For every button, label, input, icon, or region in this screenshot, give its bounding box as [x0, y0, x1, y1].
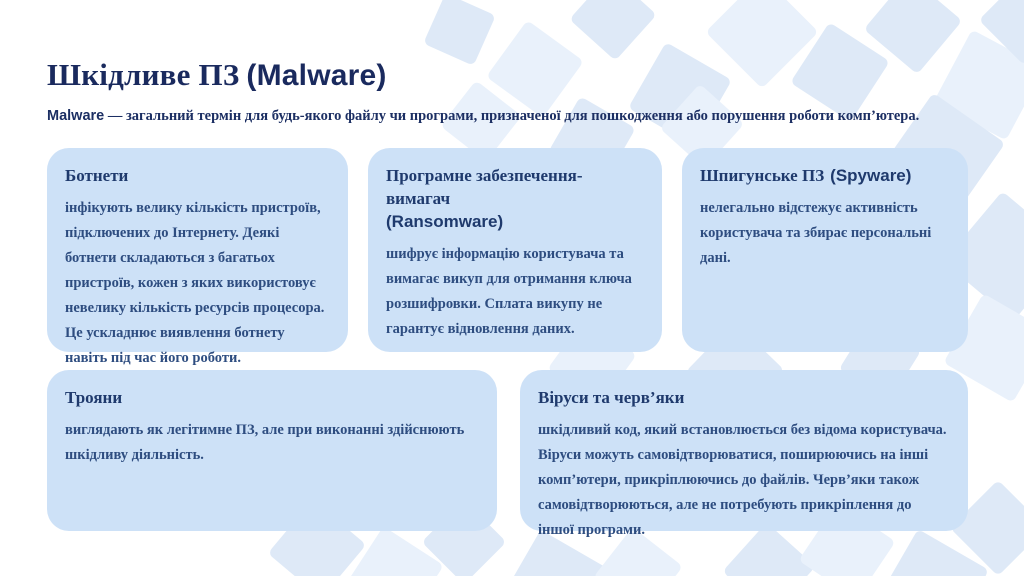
card-title — [65, 386, 479, 409]
card-title — [65, 164, 330, 187]
card-body: виглядають як легітимне ПЗ, але при виконанні здійснюють шкідливу діяльність. — [65, 422, 465, 463]
card-botnets — [47, 148, 348, 366]
card-title — [386, 164, 644, 233]
card-body: нелегально відстежує активність користувача та збирає персональні дані. — [700, 200, 932, 266]
card-title — [700, 164, 950, 187]
card-title — [538, 386, 950, 409]
card-title-latin: (Ransomware) — [386, 212, 504, 231]
subtitle-text: — загальний термін для будь-якого файлу чи програми, призначеної для пошкодження або порушення роботи комп’ютера. — [104, 108, 920, 124]
card-title-text: Віруси та черв’яки — [538, 388, 685, 407]
card-title-text: Ботнети — [65, 166, 129, 185]
page-title — [47, 57, 387, 93]
card-title-text: Програмне забезпечення-вимагач — [386, 166, 583, 208]
card-body: шкідливий код, який встановлюється без відома користувача. Віруси можуть самовідтворюватися, поширюючись на інші комп’ютери, прикріплюючись до файлів. Черв’яки також самовідтворюються, але не потребують прикріплення до іншої програми. — [538, 422, 947, 538]
card-body: інфікують велику кількість пристроїв, підключених до Інтернету. Деякі ботнети складаються з багатьох пристроїв, кожен з яких використовує невелику кількість ресурсів процесора. Це ускладнює виявлення ботнету навіть під час його роботи. — [65, 200, 325, 366]
bg-tile — [569, 0, 657, 61]
subtitle-term: Malware — [47, 108, 105, 124]
card-trojans — [47, 370, 497, 531]
card-spyware — [682, 148, 968, 352]
card-viruses-worms — [520, 370, 968, 538]
bg-tile — [423, 0, 496, 66]
card-title-latin: (Spyware) — [830, 166, 912, 185]
card-ransomware — [368, 148, 662, 352]
page-subtitle — [47, 108, 919, 125]
card-title-text: Трояни — [65, 388, 123, 407]
page-title-cyrillic: Шкідливе ПЗ — [47, 56, 240, 92]
card-body: шифрує інформацію користувача та вимагає викуп для отримання ключа розшифровки. Сплата викупу не гарантує відновлення даних. — [386, 246, 632, 337]
page-title-latin: (Malware) — [246, 58, 387, 92]
card-title-text: Шпигунське ПЗ — [700, 166, 825, 185]
